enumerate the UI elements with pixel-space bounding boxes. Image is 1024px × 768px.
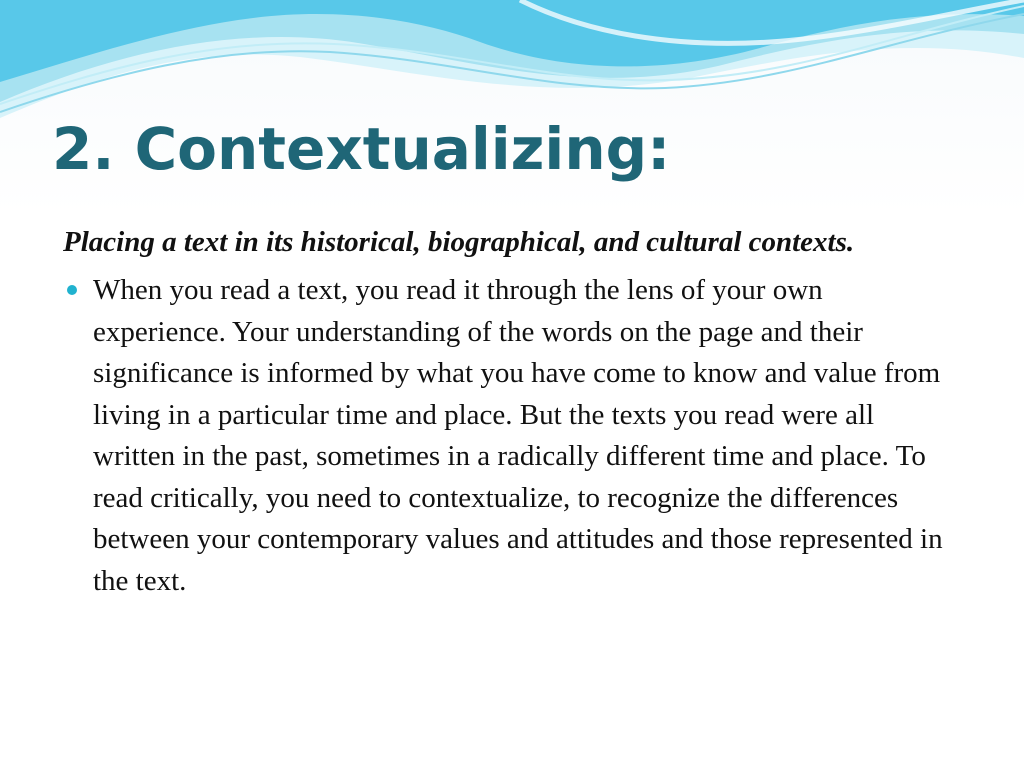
bullet-list: [63, 270, 953, 602]
slide-content: [63, 222, 953, 602]
slide-title: 2. Contextualizing:: [52, 115, 671, 183]
bullet-dot-icon: [67, 285, 77, 295]
wave-header-decoration: [0, 0, 1024, 120]
bullet-text: When you read a text, you read it through the lens of your own experience. Your understanding of the words on the page and their significance is informed by what you have come to know and value from living in a particular time and place. But the texts you read were all written in the past, sometimes in a radically different time and place. To read critically, you need to contextualize, to recognize the differences between your contemporary values and attitudes and those represented in the text.: [93, 274, 943, 597]
definition-text: Placing a text in its historical, biographical, and cultural contexts.: [63, 226, 855, 258]
bullet-item: [63, 270, 953, 602]
